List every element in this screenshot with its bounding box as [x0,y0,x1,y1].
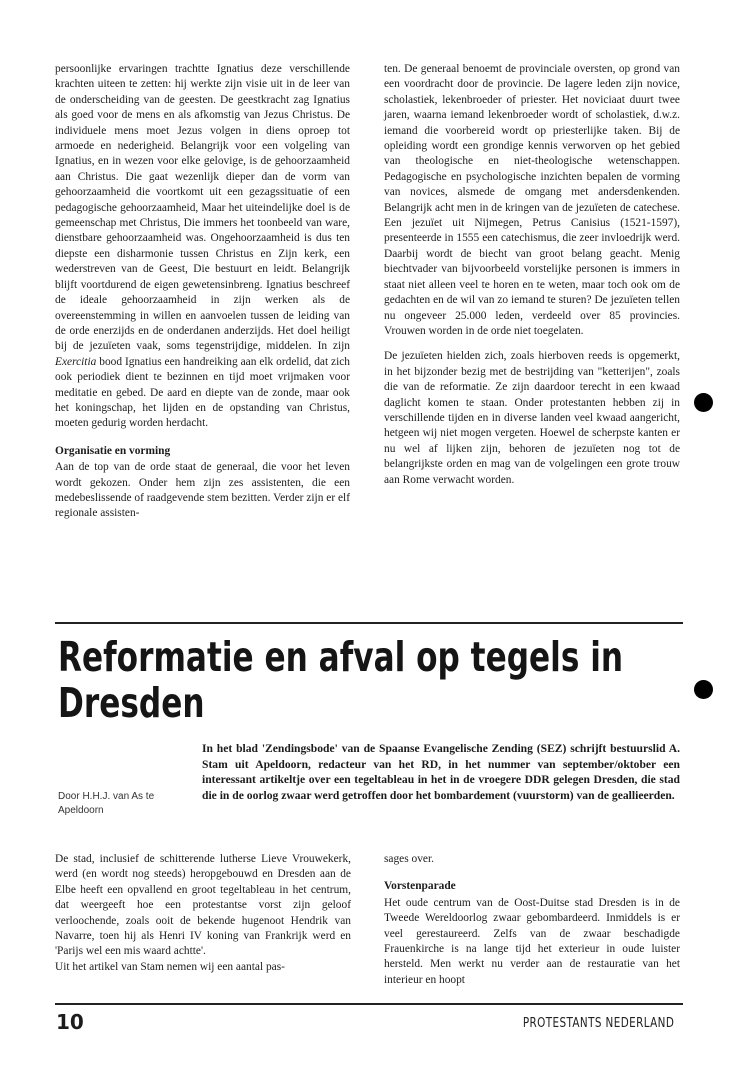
article-column-right [384,852,680,988]
paragraph: De jezuïeten hielden zich, zoals hierboven reeds is opgemerkt, in het bijzonder bezig met de bestrijding van "ketterijen", zoals die van de reformatie. Ze zijn daardoor terecht in een kwaad daglicht komen te staan. Onder protestanten hebben zij in verschillende tijden en in diverse landen veel kwaad aangericht, hetgeen wij niet mogen vergeten. Hoewel de scherpste kanten er nu wel af lijken zijn, behoren de jezuïeten nog tot de belangrijkste orden en mag van de volgelingen een grote trouw aan Rome verwacht worden. [384,350,680,486]
paragraph: Uit het artikel van Stam nemen wij een aantal pas- [55,960,285,973]
column-left [55,62,350,522]
paragraph: persoonlijke ervaringen trachtte Ignatius deze verschillende krachten uiteen te zetten: hij werkte zijn visie uit in de leer van de onderscheiding van de geesten. De geestkracht zag Ignatius als goed voor de mens en als afkomstig van Jezus Christus. De individuele mens moet Jezus volgen in diens oproep tot armoede en nederigheid. Belangrijk voor een volgeling van Ignatius, en in wezen voor elke gelovige, is de gehoorzaamheid aan Christus. Die gaat wezenlijk dieper dan de vorm van gehoorzaamheid die voortkomt uit een gezagssituatie of een pedagogische gehoorzaamheid, Maar het uiteindelijke doel is de gemeenschap met Christus, Die immers het toonbeeld van ware, dienstbare gehoorzaamheid was. Ongehoorzaamheid is dus ten diepste een disharmonie tussen Christus en Zijn kerk, een wederstreven van de Geest, Die bestuurt en leidt. Belangrijk blijft voortdurend de eigen gewetensinbreng. Ignatius beschreef de ideale gehoorzaamheid in zijn werken als de overeenstemming in willen en aanvoelen tussen de leiding van de orde enerzijds en de onderdanen anderzijds. Het doel heiligt bij de jezuïeten vaak, soms tegenstrijdige, middelen. In zijn Exercitia bood Ignatius een handreiking aan elk ordelid, dat zich ook periodiek dient te bezinnen en tijd moet vrijmaken voor meditatie en gebed. De aard en diepte van de zonde, maar ook het koningschap, het lijden en de opstanding van Christus, moeten gedurig worden herdacht. [55,63,350,430]
paragraph: sages over. [384,853,434,865]
section-heading: Organisatie en vorming [55,444,171,457]
column-right [384,62,680,488]
bullet-dot-icon [694,680,713,699]
paragraph: De stad, inclusief de schitterende lutherse Lieve Vrouwekerk, werd (en wordt nog steeds) heropgebouwd en Dresden aan de Elbe heeft een opvallend en groot tegeltableau in het centrum, dat weergeeft hoe een protestantse vorst zijn geloof verloochende, zoals ooit de bekende hugenoot Hendrik van Navarre, toen hij als Henri IV koning van Frankrijk werd en 'Parijs wel een mis waard achtte'. [55,853,351,958]
paragraph: Het oude centrum van de Oost-Duitse stad Dresden is in de Tweede Wereldoorlog zwaar gebombardeerd. Inmiddels is er veel gerestaureerd. Zelfs van de zwaar beschadigde Frauenkirche is na lange tijd het exterieur in oude luister hersteld. Men werkt nu verder aan de restauratie van het interieur en hoopt [384,896,680,986]
divider [55,622,683,624]
paragraph: Aan de top van de orde staat de generaal, die voor het leven wordt gekozen. Onder hem zijn zes assistenten, die een medebeslissende of raadgevende stem bezitten. Verder zijn er elf regionale assisten- [55,461,350,520]
byline: Door H.H.J. van As te Apeldoorn [58,791,155,816]
magazine-name: PROTESTANTS NEDERLAND [522,1016,674,1031]
page-number: 10 [56,1010,84,1034]
paragraph: ten. De generaal benoemt de provinciale oversten, op grond van een voordracht door de provincie. De lagere leden zijn novice, scholastiek, lekenbroeder of priester. Het noviciaat duurt twee jaren, waarna iemand lekenbroeder wordt of scholastiek, d.w.z. iemand die voorbereid wordt op priesterlijke taken. Bij de opleiding wordt een grondige kennis verworven op het gebied van theologische en niet-theologische wetenschappen. Pedagogische en psychologische inzichten bepalen de vorming van novices, alsmede de omgang met andersdenkenden. Belangrijk acht men in de kringen van de jezuïeten de catechese. Een jezuïet uit Nijmegen, Petrus Canisius (1521-1597), presenteerde in 1555 een catechismus, die zeer invloedrijk werd. Daarbij wordt de biecht van groot belang geacht. Menig biechtvader van bijvoorbeeld vorstelijke personen is immers in staat niet alleen veel te horen en te weten, maar toch ook om de gedachten en de wil van zo iemand te sturen? De jezuïeten tellen nu ongeveer 25.000 leden, verdeeld over 85 provincies. Vrouwen worden in de orde niet toegelaten. [384,63,680,337]
bullet-dot-icon [694,393,713,412]
section-heading: Vorstenparade [384,880,456,893]
footer-divider [55,1003,683,1005]
italic-title: Exercitia [55,355,97,368]
article-column-left [55,852,351,975]
article-headline: Reformatie en afval op tegels in Dresden [58,633,624,727]
article-intro: In het blad 'Zendingsbode' van de Spaanse Evangelische Zending (SEZ) schrijft bestuurslid A. Stam uit Apeldoorn, redacteur van het RD, in het nummer van september/oktober een interessant artikeltje over een tegeltableau in het in de vroegere DDR gelegen Dresden, die stad die in de oorlog zwaar werd getroffen door het bombardement (vuurstorm) van de geallieerden. [202,742,680,802]
